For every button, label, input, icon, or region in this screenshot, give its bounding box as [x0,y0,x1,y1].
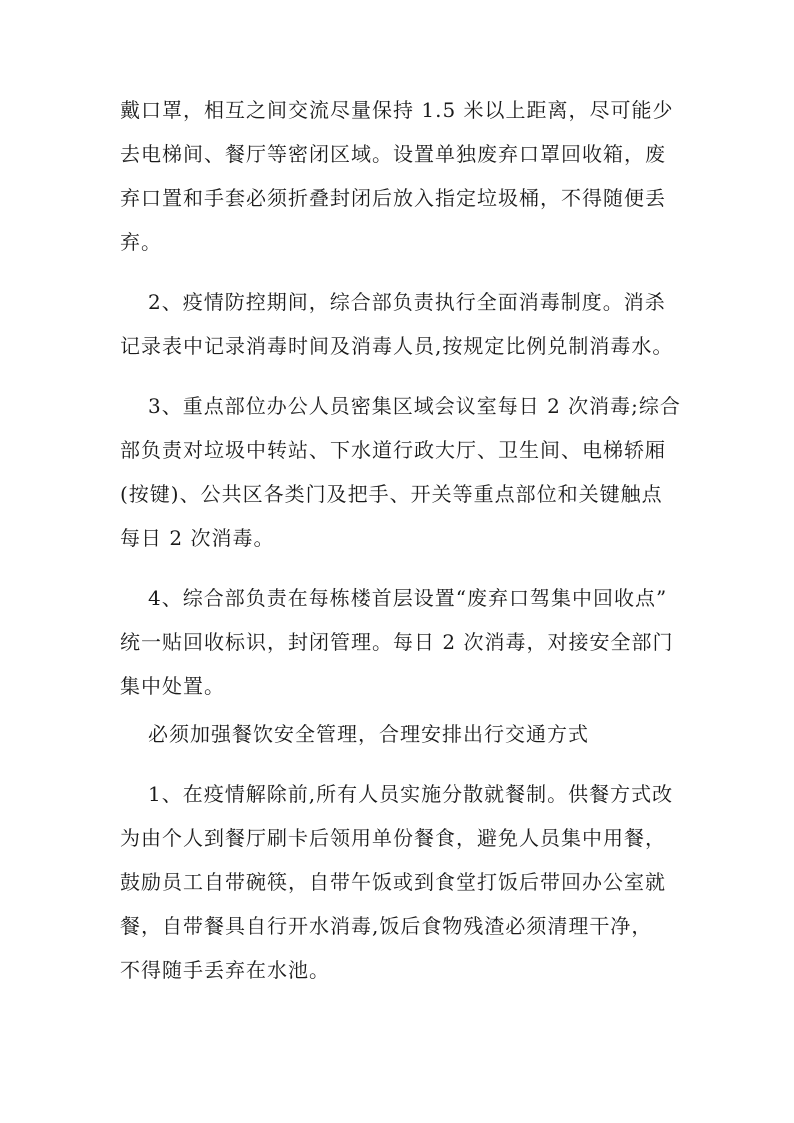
paragraph-1-line-2: 去电梯间、餐厅等密闭区域。设置单独废弃口罩回收箱，废 [120,142,666,166]
paragraph-5-line-2: 为由个人到餐厅刷卡后领用单份餐食，避免人员集中用餐， [120,826,666,850]
paragraph-3-line-3: (按键)、公共区各类门及把手、开关等重点部位和关键触点 [120,482,663,506]
paragraph-1-line-3: 弃口置和手套必须折叠封闭后放入指定垃圾桶，不得随便丢 [120,186,666,210]
paragraph-5-line-5: 不得随手丢弃在水池。 [120,958,330,982]
paragraph-5-line-3: 鼓励员工自带碗筷，自带午饭或到食堂打饭后带回办公室就 [120,870,666,894]
paragraph-2-line-2: 记录表中记录消毒时间及消毒人员,按规定比例兑制消毒水。 [120,334,674,358]
paragraph-3-line-4: 每日 2 次消毒。 [120,526,275,550]
paragraph-3-line-1: 3、重点部位办公人员密集区域会议室每日 2 次消毒;综合 [148,394,681,418]
paragraph-2-line-1: 2、疫情防控期间，综合部负责执行全面消毒制度。消杀 [148,290,666,314]
paragraph-1-line-1: 戴口罩，相互之间交流尽量保持 1.5 米以上距离，尽可能少 [120,98,674,122]
paragraph-3-line-2: 部负责对垃圾中转站、下水道行政大厅、卫生间、电梯轿厢 [120,438,666,462]
paragraph-4-line-1: 4、综合部负责在每栋楼首层设置“废弃口驾集中回收点” [148,586,668,610]
paragraph-5-line-4: 餐，自带餐具自行开水消毒,饭后食物残渣必须清理干净， [120,914,653,938]
paragraph-5-line-1: 1、在疫情解除前,所有人员实施分散就餐制。供餐方式改 [148,782,674,806]
paragraph-4-line-2: 统一贴回收标识，封闭管理。每日 2 次消毒，对接安全部门 [120,630,674,654]
section-heading: 必须加强餐饮安全管理，合理安排出行交通方式 [148,722,589,746]
paragraph-4-line-3: 集中处置。 [120,674,225,698]
paragraph-1-line-4: 弃。 [120,230,162,254]
